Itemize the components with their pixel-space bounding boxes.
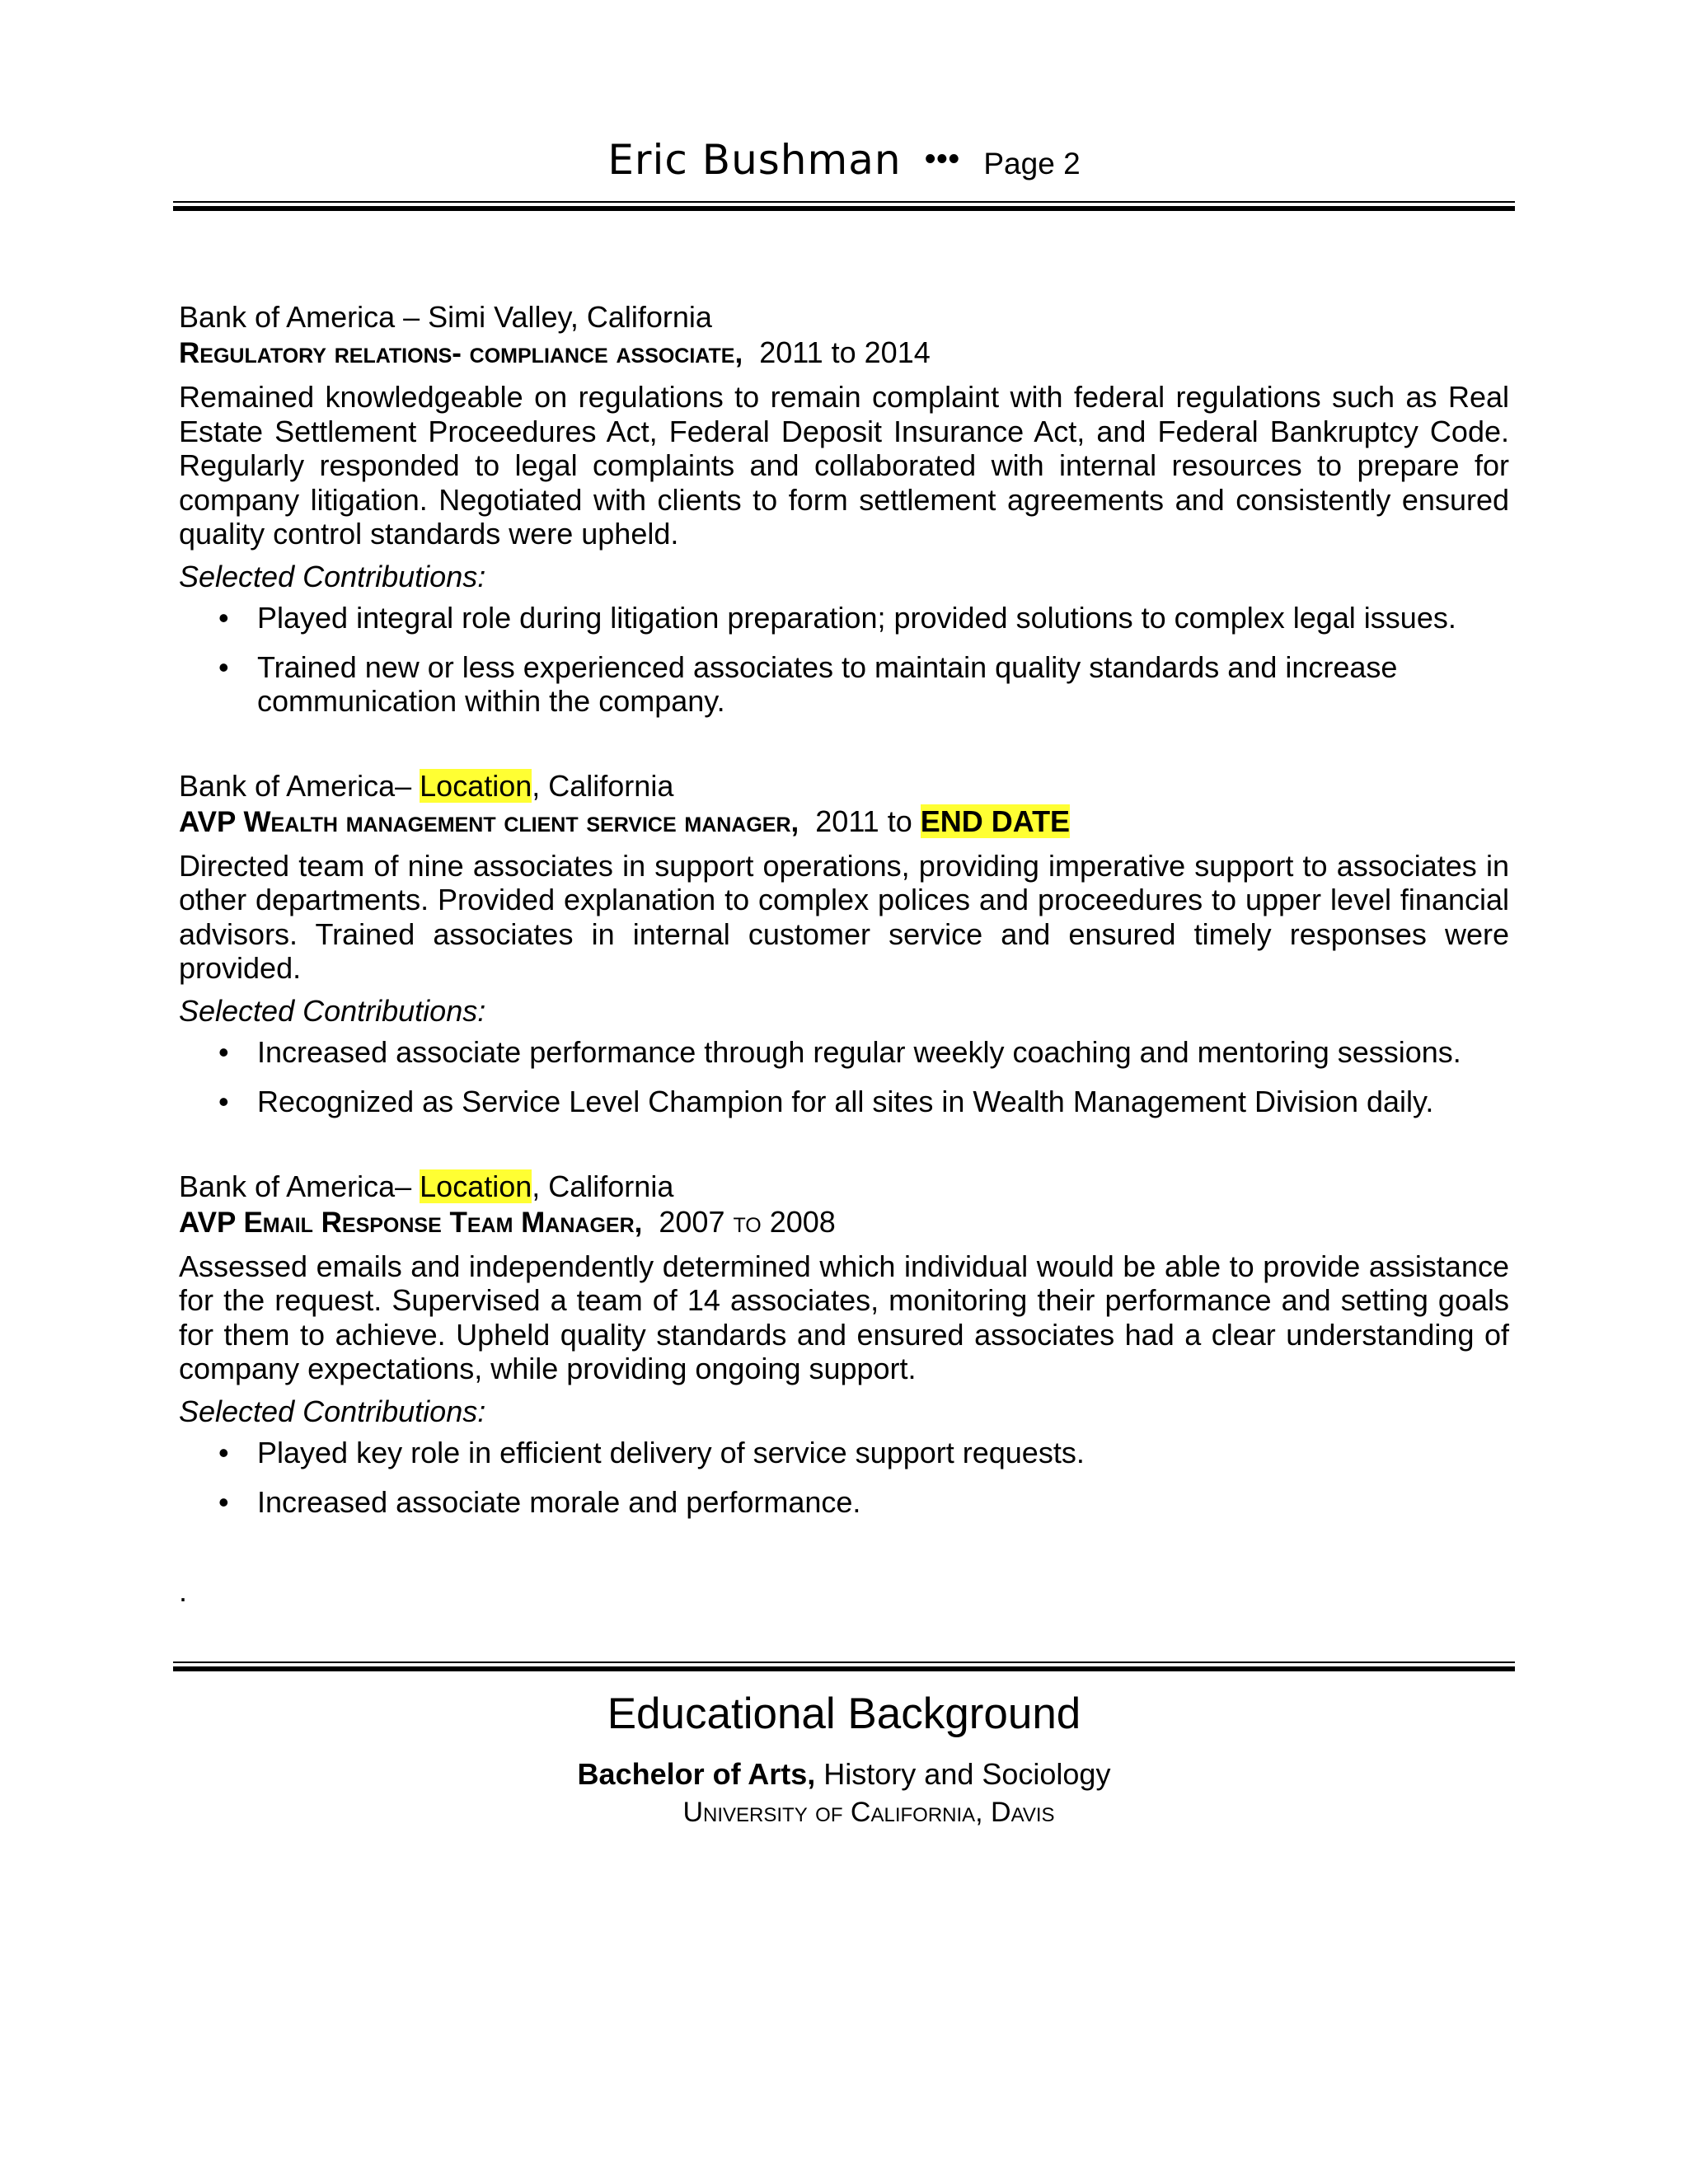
candidate-name: Eric Bushman xyxy=(607,136,902,184)
degree-line xyxy=(173,1757,1515,1792)
contributions-label: Selected Contributions: xyxy=(179,559,486,593)
job-title: Regulatory relations- compliance associate, xyxy=(179,337,743,369)
job-title: AVP Wealth management client service manager, xyxy=(179,805,799,838)
degree-name: Bachelor of Arts, xyxy=(577,1757,816,1791)
job-title-line xyxy=(179,1204,1509,1241)
job-title-line xyxy=(179,335,1509,372)
contributions-list xyxy=(179,601,1509,718)
education-heading: Educational Background xyxy=(607,1690,1081,1738)
job-description: Remained knowledgeable on regulations to remain complaint with federal regulations such as Real Estate Settlement Proceedures Act, Federal Deposit Insurance Act, and Federal Bankruptcy Code. Regularly responded to legal complaints and collaborated with internal resources to prepare for company litigation. Negotiated with clients to form settlement agreements and consistently ensured quality control standards were upheld. xyxy=(179,380,1509,551)
job-description: Assessed emails and independently determined which individual would be able to provide assistance for the request. Supervised a team of 14 associates, monitoring their performance and setting goals for them to achieve. Upheld quality standards and ensured associates had a clear understanding of company expectations, while providing ongoing support. xyxy=(179,1249,1509,1385)
job-entry xyxy=(179,300,1509,718)
contributions-list xyxy=(179,1035,1509,1118)
experience-section xyxy=(179,300,1509,1570)
job-description: Directed team of nine associates in support operations, providing imperative support to associates in other departments. Provided explanation to complex polices and proceedures to upper level financial advisors. Trained associates in internal customer service and ensured timely responses were provided. xyxy=(179,848,1509,985)
education-divider xyxy=(173,1661,1515,1671)
contribution-item: • Trained new or less experienced associates to maintain quality standards and increase communication within the company. xyxy=(179,650,1509,718)
degree-major: History and Sociology xyxy=(815,1757,1111,1791)
education-section xyxy=(173,1690,1515,1830)
job-title: AVP Email Response Team Manager, xyxy=(179,1206,643,1239)
page-number: Page 2 xyxy=(983,147,1081,180)
page-header xyxy=(173,136,1515,184)
location-placeholder: Location xyxy=(420,1169,532,1203)
contributions-list xyxy=(179,1436,1509,1519)
contribution-item: • Recognized as Service Level Champion for all sites in Wealth Management Division daily. xyxy=(179,1085,1509,1118)
location-placeholder: Location xyxy=(420,768,532,803)
contribution-item: • Played integral role during litigation preparation; provided solutions to complex legal issues. xyxy=(179,601,1509,635)
contributions-label: Selected Contributions: xyxy=(179,993,486,1028)
stray-period: . xyxy=(179,1574,188,1608)
job-dates: 2007 to 2008 xyxy=(659,1204,836,1239)
header-divider xyxy=(173,201,1515,211)
contribution-item: • Increased associate morale and performance. xyxy=(179,1485,1509,1519)
job-title-line xyxy=(179,804,1509,841)
contribution-item: • Increased associate performance through regular weekly coaching and mentoring sessions. xyxy=(179,1035,1509,1069)
job-dates: 2011 to xyxy=(815,804,921,838)
job-entry xyxy=(179,1169,1509,1519)
job-entry xyxy=(179,769,1509,1118)
header-separator: ••• xyxy=(925,142,960,176)
job-employer: Bank of America – Simi Valley, California xyxy=(179,300,712,334)
contributions-label: Selected Contributions: xyxy=(179,1394,486,1428)
contribution-item: • Played key role in efficient delivery of service support requests. xyxy=(179,1436,1509,1469)
end-date-placeholder: END DATE xyxy=(920,804,1071,838)
job-employer: Bank of America– Location, California xyxy=(179,768,674,803)
job-dates: 2011 to 2014 xyxy=(759,335,931,369)
school-name: University of California, Davis xyxy=(682,1797,1055,1828)
job-employer: Bank of America– Location, California xyxy=(179,1169,674,1203)
